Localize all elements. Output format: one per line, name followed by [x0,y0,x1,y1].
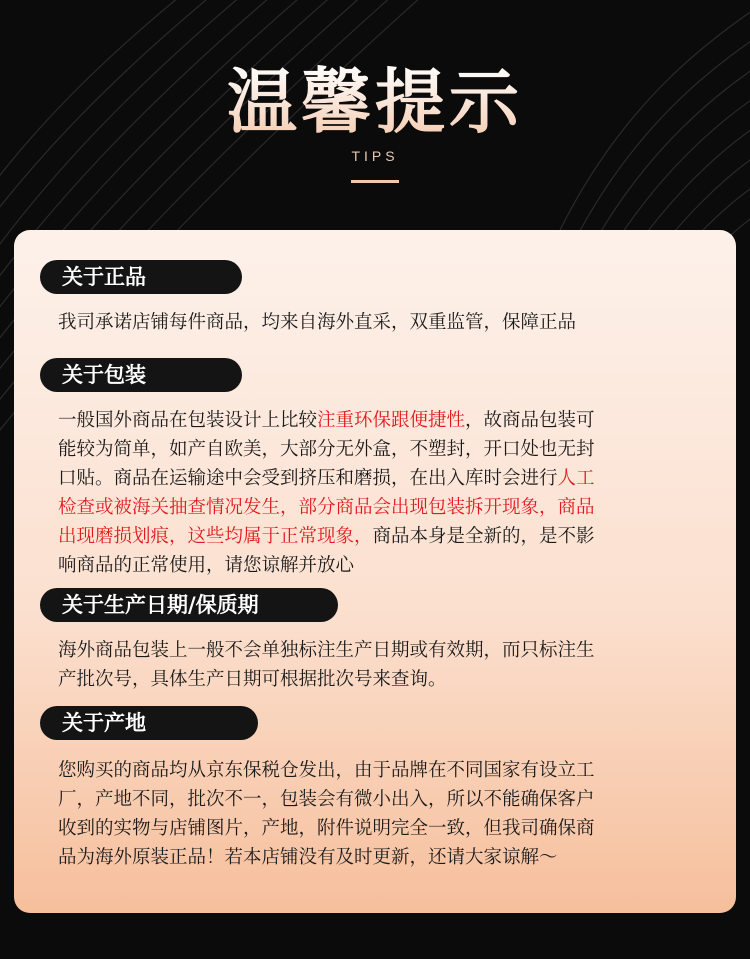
paragraph-line [58,522,708,551]
body-text: 口贴。商品在运输途中会受到挤压和磨损，在出入库时会进行 [58,468,558,489]
paragraph-line [58,493,708,522]
highlighted-text: 人工 [557,468,595,489]
body-text: 能较为简单，如产自欧美，大部分无外盒，不塑封，开口处也无封 [58,439,595,460]
body-text: 您购买的商品均从京东保税仓发出，由于品牌在不同国家有设立工 [58,760,595,781]
body-text: 一般国外商品在包装设计上比较 [58,410,318,431]
body-text: 响商品的正常使用，请您谅解并放心 [58,555,355,576]
paragraph-line [58,756,708,785]
section-body-packaging [58,406,708,580]
highlighted-text: 出现磨损划痕，这些均属于正常现象， [58,526,373,547]
paragraph-line [58,814,708,843]
highlighted-text: 注重环保跟便捷性 [317,410,466,431]
body-text: 品为海外原装正品！若本店铺没有及时更新，还请大家谅解～ [58,847,558,868]
section-heading-authentic: 关于正品 [40,260,242,294]
paragraph-line [58,665,708,694]
section-body-origin [58,756,708,872]
body-text: ，故商品包装可 [465,410,595,431]
paragraph-line [58,435,708,464]
paragraph-line [58,464,708,493]
page-title: 温馨提示 [0,62,750,142]
body-text: 收到的实物与店铺图片，产地，附件说明完全一致，但我司确保商 [58,818,595,839]
paragraph-line [58,308,708,337]
section-heading-production-date: 关于生产日期/保质期 [40,588,338,622]
paragraph-line [58,785,708,814]
title-underline-bar [351,180,399,183]
paragraph-line [58,406,708,435]
paragraph-line [58,843,708,872]
body-text: 商品本身是全新的，是不影 [372,526,595,547]
section-body-production-date [58,636,708,694]
body-text: 我司承诺店铺每件商品，均来自海外直采，双重监管，保障正品 [58,312,577,333]
paragraph-line [58,636,708,665]
page-subtitle: TIPS [351,148,399,164]
body-text: 厂，产地不同，批次不一，包装会有微小出入，所以不能确保客户 [58,789,595,810]
section-body-authentic [58,308,708,337]
section-heading-packaging: 关于包装 [40,358,242,392]
section-heading-origin: 关于产地 [40,706,258,740]
body-text: 海外商品包装上一般不会单独标注生产日期或有效期，而只标注生 [58,640,595,661]
body-text: 产批次号，具体生产日期可根据批次号来查询。 [58,669,447,690]
highlighted-text: 检查或被海关抽查情况发生，部分商品会出现包装拆开现象，商品 [58,497,595,518]
paragraph-line [58,551,708,580]
